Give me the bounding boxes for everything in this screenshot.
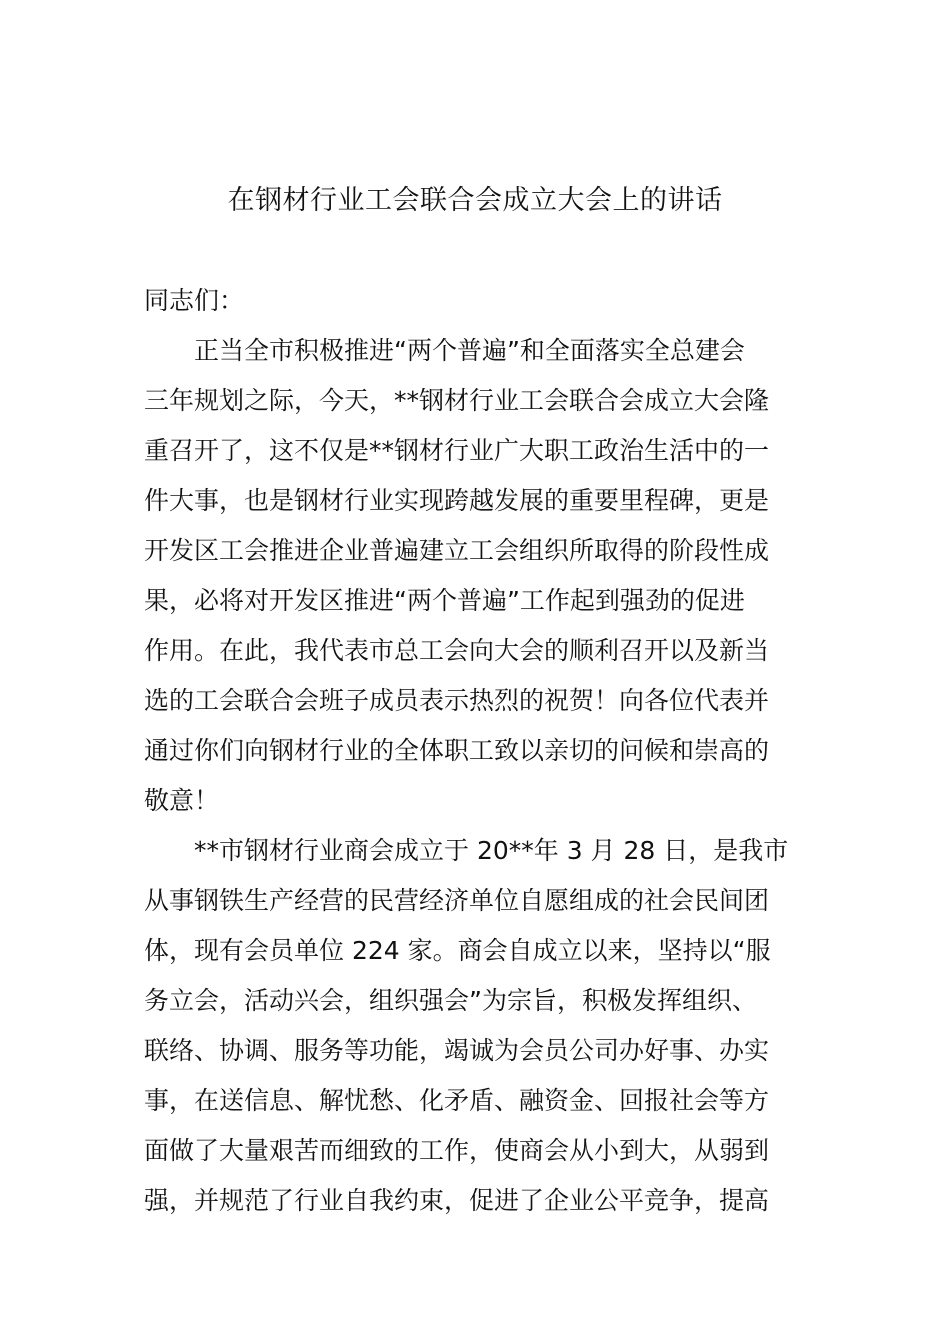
paragraph-2-line-4: 务立会，活动兴会，组织强会”为宗旨，积极发挥组织、: [144, 986, 757, 1015]
paragraph-1-line-1: 正当全市积极推进“两个普遍”和全面落实全总建会: [194, 336, 745, 365]
paragraph-1-line-2: 三年规划之际，今天，**钢材行业工会联合会成立大会隆: [144, 386, 770, 415]
paragraph-2-line-6: 事，在送信息、解忧愁、化矛盾、融资金、回报社会等方: [144, 1086, 770, 1115]
salutation-line: 同志们：: [144, 286, 245, 315]
document-title: 在钢材行业工会联合会成立大会上的讲话: [227, 185, 723, 216]
paragraph-2-line-5: 联络、协调、服务等功能，竭诚为会员公司办好事、办实: [144, 1036, 770, 1065]
paragraph-2-line-8: 强，并规范了行业自我约束，促进了企业公平竞争，提高: [144, 1186, 770, 1215]
paragraph-1-line-8: 选的工会联合会班子成员表示热烈的祝贺！向各位代表并: [144, 686, 770, 715]
paragraph-1-line-9: 通过你们向钢材行业的全体职工致以亲切的问候和崇高的: [144, 736, 770, 765]
paragraph-2-line-3: 体，现有会员单位 224 家。商会自成立以来，坚持以“服: [144, 936, 771, 965]
paragraph-1-line-7: 作用。在此，我代表市总工会向大会的顺利召开以及新当: [144, 636, 770, 665]
document-body: [144, 276, 808, 1226]
paragraph-1-line-4: 件大事，也是钢材行业实现跨越发展的重要里程碑，更是: [144, 486, 770, 515]
paragraph-2-line-2: 从事钢铁生产经营的民营经济单位自愿组成的社会民间团: [144, 886, 770, 915]
paragraph-1-line-6: 果，必将对开发区推进“两个普遍”工作起到强劲的促进: [144, 586, 745, 615]
paragraph-2-line-7: 面做了大量艰苦而细致的工作，使商会从小到大，从弱到: [144, 1136, 770, 1165]
paragraph-1-line-3: 重召开了，这不仅是**钢材行业广大职工政治生活中的一: [144, 436, 770, 465]
paragraph-2-line-1: **市钢材行业商会成立于 20**年 3 月 28 日，是我市: [194, 836, 789, 865]
paragraph-1-line-5: 开发区工会推进企业普遍建立工会组织所取得的阶段性成: [144, 536, 770, 565]
paragraph-1-line-10: 敬意！: [144, 786, 220, 815]
